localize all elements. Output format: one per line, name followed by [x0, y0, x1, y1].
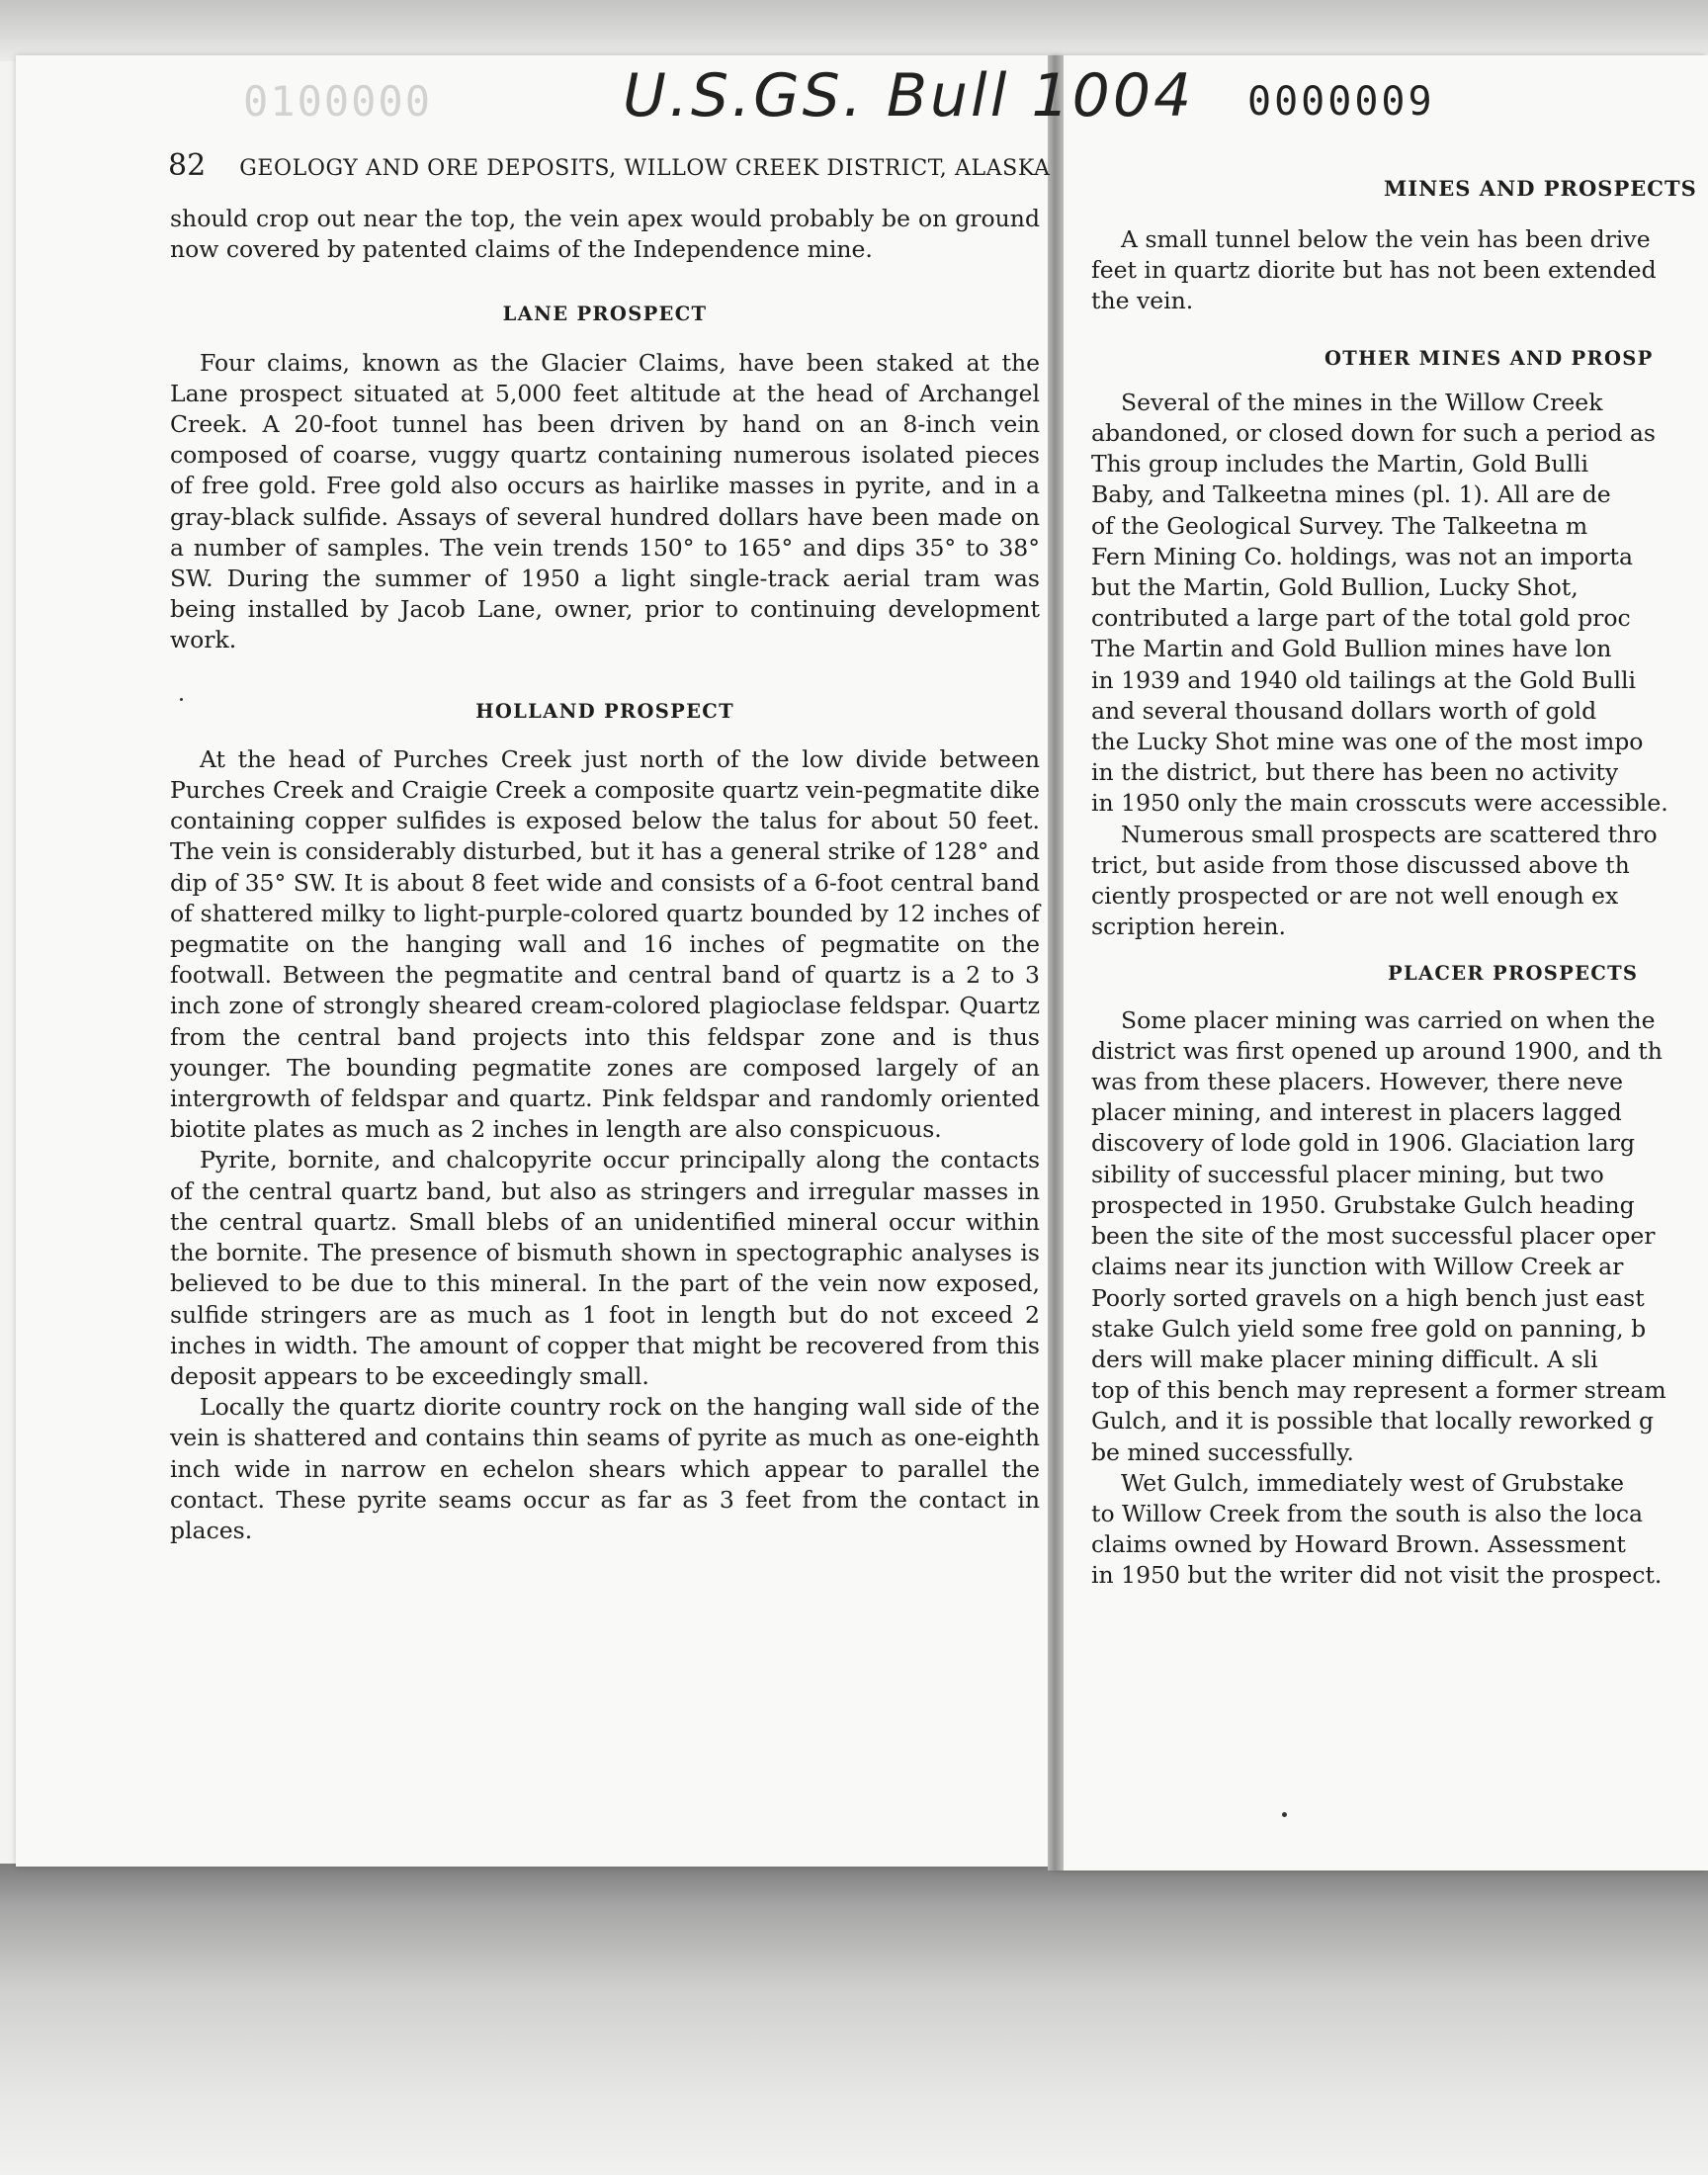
paragraph: [1091, 1005, 1708, 1468]
faint-stamp: 0100000: [243, 77, 433, 126]
ink-speck: [180, 698, 183, 701]
text-line: Baby, and Talkeetna mines (pl. 1). All are de: [1091, 480, 1611, 509]
page-number: 82: [168, 148, 207, 183]
text-line: stake Gulch yield some free gold on panning, b: [1091, 1314, 1647, 1343]
text-line: A small tunnel below the vein has been drive: [1121, 225, 1651, 253]
text-line: but the Martin, Gold Bullion, Lucky Shot,: [1091, 573, 1579, 602]
text-line: to Willow Creek from the south is also the loca: [1091, 1499, 1644, 1527]
text-line: Wet Gulch, immediately west of Grubstake: [1121, 1468, 1625, 1497]
text-line: Fern Mining Co. holdings, was not an importa: [1091, 542, 1633, 570]
scan-top-border: [0, 0, 1708, 61]
stamp-number: 0000009: [1247, 79, 1435, 125]
text-line: placer mining, and interest in placers lagged: [1091, 1098, 1622, 1127]
paragraph: Locally the quartz diorite country rock on the hanging wall side of the vein is shattered and contains thin seams of pyrite as much as one-eighth inch wide in narrow en echelon shears which appear to parallel the contact. These pyrite seams occur as far as 3 feet from the contact in places.: [170, 1393, 1040, 1544]
text-line: in the district, but there has been no activity: [1091, 758, 1619, 787]
text-line: Several of the mines in the Willow Creek: [1121, 388, 1603, 416]
text-line: sibility of successful placer mining, but two: [1091, 1160, 1604, 1188]
scan-bottom-border: [0, 1864, 1708, 2175]
text-line: Some placer mining was carried on when the: [1121, 1005, 1656, 1034]
text-line: claims near its junction with Willow Creek ar: [1091, 1253, 1624, 1281]
text-line: the vein.: [1091, 287, 1194, 315]
text-line: Poorly sorted gravels on a high bench just east: [1091, 1283, 1645, 1312]
text-line: of the Geological Survey. The Talkeetna m: [1091, 511, 1588, 540]
text-line: been the site of the most successful placer oper: [1091, 1222, 1656, 1251]
paragraph: [1091, 388, 1708, 820]
paragraph: Pyrite, bornite, and chalcopyrite occur principally along the contacts of the central quartz band, but also as stringers and irregular masses in the central quartz. Small blebs of an unidentified mineral occur within the bornite. The presence of bismuth shown in spectographic analyses is believed to be due to this mineral. In the part of the vein now exposed, sulfide stringers are as much as 1 foot in length but do not exceed 2 inches in width. The amount of copper that might be recovered from this deposit appears to be exceedingly small.: [170, 1146, 1040, 1390]
text-line: claims owned by Howard Brown. Assessment: [1091, 1530, 1626, 1559]
text-line: be mined successfully.: [1091, 1437, 1354, 1466]
text-line: ciently prospected or are not well enough ex: [1091, 882, 1619, 911]
text-line: prospected in 1950. Grubstake Gulch heading: [1091, 1190, 1635, 1219]
text-line: Numerous small prospects are scattered thro: [1121, 820, 1658, 848]
text-line: Gulch, and it is possible that locally reworked g: [1091, 1407, 1655, 1436]
text-line: This group includes the Martin, Gold Bulli: [1091, 450, 1589, 478]
left-running-head: [168, 148, 1050, 183]
text-line: abandoned, or closed down for such a period as: [1091, 419, 1656, 448]
text-line: discovery of lode gold in 1906. Glaciation larg: [1091, 1129, 1636, 1158]
right-running-head: MINES AND PROSPECTS: [1384, 176, 1697, 201]
section-heading-placer: PLACER PROSPECTS: [1388, 962, 1639, 986]
text-line: top of this bench may represent a former stream: [1091, 1376, 1666, 1405]
left-column-text: [170, 204, 1040, 1546]
text-line: The Martin and Gold Bullion mines have lon: [1091, 635, 1612, 663]
handwritten-note: U.S.GS. Bull 1004: [623, 61, 1195, 130]
section-heading-other-mines: OTHER MINES AND PROSP: [1324, 346, 1654, 370]
text-line: in 1950 but the writer did not visit the prospect.: [1091, 1561, 1663, 1590]
section-heading-lane: LANE PROSPECT: [502, 303, 708, 326]
paragraph: [1091, 820, 1708, 943]
ink-speck: [1282, 1812, 1287, 1817]
paragraph: [1091, 1468, 1708, 1592]
text-line: and several thousand dollars worth of gold: [1091, 696, 1597, 725]
text-line: feet in quartz diorite but has not been extended: [1091, 256, 1657, 285]
right-intro: [1091, 224, 1708, 317]
text-line: was from these placers. However, there neve: [1091, 1068, 1624, 1096]
intro-paragraph: should crop out near the top, the vein apex would probably be on ground now covered by patented claims of the Independence mine.: [170, 205, 1040, 264]
paragraph: Four claims, known as the Glacier Claims, have been staked at the Lane prospect situated at 5,000 feet altitude at the head of Archangel Creek. A 20-foot tunnel has been driven by hand on an 8-inch vein composed of coarse, vuggy quartz containing numerous isolated pieces of free gold. Free gold also occurs as hairlike masses in pyrite, and in a gray-black sulfide. Assays of several hundred dollars have been made on a number of samples. The vein trends 150° to 165° and dips 35° to 38° SW. During the summer of 1950 a light single-track aerial tram was being installed by Jacob Lane, owner, prior to continuing development work.: [170, 348, 1040, 654]
section-heading-holland: HOLLAND PROSPECT: [475, 699, 734, 723]
running-head-title: GEOLOGY AND ORE DEPOSITS, WILLOW CREEK DISTRICT, ALASKA: [239, 156, 1051, 181]
text-line: the Lucky Shot mine was one of the most impo: [1091, 728, 1644, 756]
paragraph: At the head of Purches Creek just north of the low divide between Purches Creek and Craigie Creek a composite quartz vein-pegmatite dike containing copper sulfides is exposed below the talus for about 50 feet. The vein is considerably disturbed, but it has a general strike of 128° and dip of 35° SW. It is about 8 feet wide and consists of a 6-foot central band of shattered milky to light-purple-colored quartz bounded by 12 inches of pegmatite on the hanging wall and 16 inches of pegmatite on the footwall. Between the pegmatite and central band of quartz is a 2 to 3 inch zone of strongly sheared cream-colored plagioclase feldspar. Quartz from the central band projects into this feldspar zone and is thus younger. The bounding pegmatite zones are composed largely of an intergrowth of feldspar and quartz. Pink feldspar and randomly oriented biotite plates as much as 2 inches in length are also conspicuous.: [170, 744, 1040, 1144]
text-line: trict, but aside from those discussed above th: [1091, 850, 1630, 879]
text-line: ders will make placer mining difficult. A sli: [1091, 1345, 1598, 1373]
text-line: in 1950 only the main crosscuts were accessible.: [1091, 789, 1668, 818]
text-line: district was first opened up around 1900, and th: [1091, 1036, 1663, 1065]
text-line: contributed a large part of the total gold proc: [1091, 604, 1631, 633]
text-line: scription herein.: [1091, 913, 1287, 941]
book-gutter: [1048, 55, 1064, 1870]
right-column-text: [1091, 224, 1708, 1592]
text-line: in 1939 and 1940 old tailings at the Gold Bulli: [1091, 665, 1636, 694]
